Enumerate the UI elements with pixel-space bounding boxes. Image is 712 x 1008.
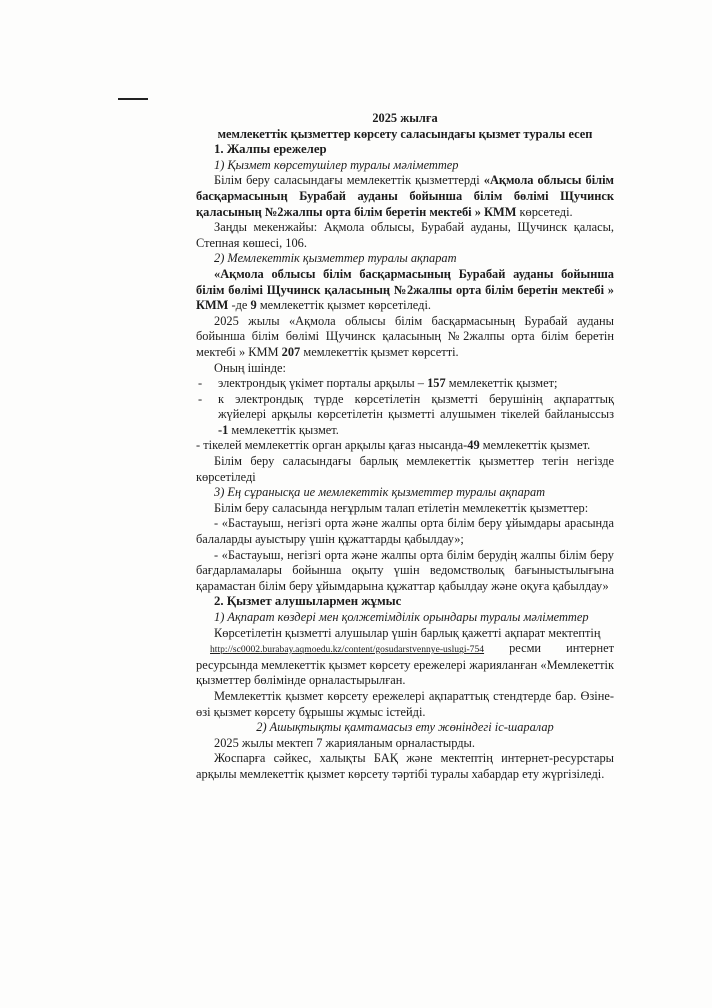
list-text: мемлекеттік қызмет; [445, 376, 558, 391]
list-item-text [218, 376, 614, 392]
paragraph-popular-2: - «Бастауыш, негізгі орта және жалпы орта білім берудің жалпы білім беру бағдарламалары бойынша оқыту үшін ведомстволық бағыныстылығына қарамастан білім беру ұйымдарына құжаттар қабылдау және оқуға қабылдау» [196, 547, 614, 593]
list-bullet: - [198, 376, 203, 391]
paragraph-service-count [196, 267, 614, 314]
school-name: «Ақмола облысы білім басқармасының Бурабай ауданы бойынша білім бөлімі Щучинск қаласының №2жалпы орта білім беретін мектебі » КММ [196, 266, 614, 313]
paragraph-free-services: Білім беру саласындағы барлық мемлекеттік қызметтер тегін негізде көрсетіледі [196, 454, 614, 484]
service-count: 9 [250, 298, 257, 313]
list-text: к электрондық түрде көрсетілетін қызметті берушінің ақпараттық жүйелері арқылы көрсетілетін қызметті алушымен тікелей байланыссыз [218, 391, 614, 422]
paragraph-info-sources: Көрсетілетін қызметті алушылар үшін барлық қажетті ақпарат мектептің [214, 625, 601, 640]
direct-count: -1 [218, 422, 229, 437]
paragraph-text: көрсетеді. [516, 204, 573, 219]
paragraph-text: ресми интернет ресурсында мемлекеттік қызмет көрсету ережелері жарияланған «Мемлекеттік қызметтер бөлімінде орналастырылған. [196, 641, 614, 688]
paragraph-provider [196, 173, 614, 220]
report-title: мемлекеттік қызметтер көрсету саласындағы қызмет туралы есеп [217, 126, 593, 141]
paragraph-publications: 2025 жылы мектеп 7 жарияланым орналастырды. [214, 735, 475, 750]
list-text: - тікелей мемлекеттік орган арқылы қағаз нысанда- [196, 438, 468, 453]
school-website-link[interactable]: http://sc0002.burabay.aqmoedu.kz/content/gosudarstvennye-uslugi-754 [210, 644, 485, 656]
section-1-heading: 1. Жалпы ережелер [214, 142, 327, 157]
list-item [196, 376, 614, 392]
paper-count: 49 [467, 438, 480, 453]
paragraph-text: мемлекеттік қызмет көрсетіледі. [256, 298, 431, 313]
paragraph-website [196, 641, 614, 689]
paragraph-popular-1: - «Бастауыш, негізгі орта және жалпы орта білім беру ұйымдары арасында балаларды ауыстыру үшін құжаттарды қабылдау»; [196, 516, 614, 547]
paragraph-text: 2025 жылы «Ақмола облысы білім басқармасының Бурабай ауданы бойынша білім бөлімі Щучинск қаласының №2жалпы орта білім беретін мектебі » КММ [196, 313, 614, 359]
report-title-year: 2025 жылға [372, 111, 438, 125]
paragraph-text: -де [228, 298, 251, 313]
egov-count: 157 [427, 376, 446, 391]
total-services: 207 [281, 344, 301, 359]
paragraph-informing: Жоспарға сәйкес, халықты БАҚ және мектептің интернет-ресурстары арқылы мемлекеттік қызмет көрсету тәртібі туралы хабардар ету жүргізіледі. [196, 751, 614, 781]
list-text: электрондық үкімет порталы арқылы – [218, 376, 428, 391]
section-2-subheading-1: 1) Ақпарат көздері мен қолжетімділік орындары туралы мәліметтер [214, 610, 589, 624]
list-text: мемлекеттік қызмет. [228, 422, 339, 437]
section-1-subheading-3: 3) Ең сұранысқа ие мемлекеттік қызметтер туралы ақпарат [214, 485, 546, 500]
paragraph-address: Заңды мекенжайы: Ақмола облысы, Бурабай ауданы, Щучинск қаласы, Степная көшесі, 106. [196, 220, 614, 250]
list-item [196, 438, 614, 454]
paragraph-stands: Мемлекеттік қызмет көрсету ережелері ақпараттық стендтерде бар. Өзіне-өзі қызмет көрсету бұрышы жұмыс істейді. [196, 688, 614, 719]
list-item-text [218, 392, 614, 439]
paragraph-text: Білім беру саласындағы мемлекеттік қызметтерді [214, 173, 484, 188]
section-2-heading: 2. Қызмет алушылармен жұмыс [214, 594, 402, 609]
section-2-subheading-2: 2) Ашықтықты қамтамасыз ету жөніндегі іс-шаралар [256, 720, 554, 735]
paragraph-text: мемлекеттік қызмет көрсетті. [300, 344, 459, 359]
list-bullet: - [198, 391, 203, 406]
list-text: мемлекеттік қызмет. [479, 438, 591, 453]
paragraph-popular-intro: Білім беру саласында неғұрлым талап етілетін мемлекеттік қызметтер: [214, 500, 589, 515]
list-item [196, 392, 614, 439]
school-name: «Ақмола облысы білім басқармасының Бурабай ауданы бойынша білім бөлімі Щучинск қаласының №2жалпы орта білім беретін мектебі » КММ [196, 173, 614, 219]
paragraph-including: Оның ішінде: [214, 360, 286, 375]
report-body [196, 111, 614, 783]
margin-dash-mark [118, 98, 148, 100]
section-1-subheading-2: 2) Мемлекеттік қызметтер туралы ақпарат [214, 251, 457, 266]
paragraph-2025-total [196, 314, 614, 361]
section-1-subheading-1: 1) Қызмет көрсетушілер туралы мәліметтер [214, 157, 459, 172]
